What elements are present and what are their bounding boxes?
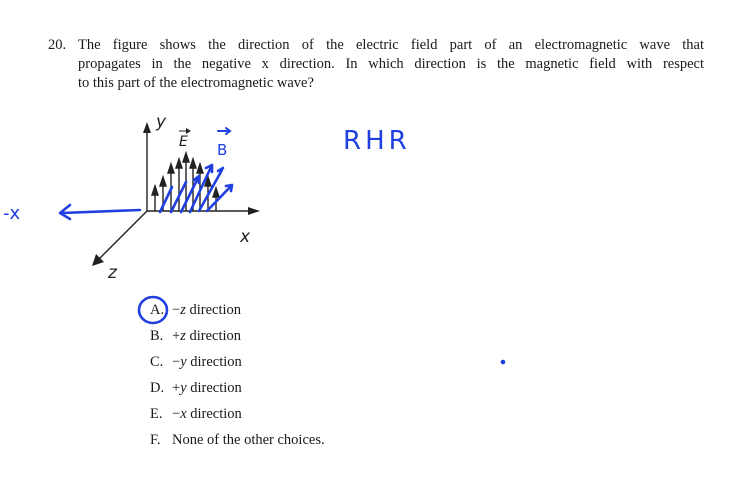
choice-letter: D.: [150, 380, 165, 396]
choice-letter: F.: [150, 432, 161, 448]
choice-text: None of the other choices.: [172, 432, 325, 448]
choice-sign: +: [172, 380, 181, 396]
choice-text: direction: [186, 354, 242, 370]
b-field-stroke: [181, 176, 199, 212]
e-vector-head: [176, 159, 182, 168]
question-line: propagates in the negative x direction. In which direction is the magnetic field with respect: [78, 56, 704, 72]
question-number: 20.: [48, 37, 67, 53]
choice-text: direction: [186, 380, 242, 396]
choice-letter: C.: [150, 354, 164, 370]
choice-f[interactable]: [150, 430, 325, 450]
choice-text: direction: [186, 406, 242, 422]
choice-variable: z: [180, 328, 186, 344]
choice-sign: −: [172, 354, 181, 370]
choice-text: direction: [185, 328, 242, 344]
e-vector-head: [183, 153, 189, 162]
choice-letter: E.: [150, 406, 163, 422]
x-axis-arrowhead: [248, 207, 260, 215]
choice-sign: −: [172, 302, 181, 318]
choice-text: direction: [185, 302, 242, 318]
e-vector-head: [190, 159, 196, 168]
x-axis-label: x: [240, 227, 251, 247]
e-vector-head: [152, 186, 158, 195]
neg-x-arrow: [60, 205, 140, 219]
e-field-label: E: [179, 134, 188, 150]
choice-c[interactable]: [150, 352, 242, 372]
choice-variable: y: [180, 354, 187, 370]
choice-a[interactable]: [150, 300, 241, 320]
choice-variable: x: [180, 406, 187, 422]
e-vector-head: [160, 177, 166, 186]
choice-letter: B.: [150, 328, 164, 344]
e-vector-head: [213, 188, 219, 197]
choice-b[interactable]: [150, 326, 241, 346]
choice-sign: +: [172, 328, 181, 344]
choice-letter: A.: [150, 302, 165, 318]
e-vector-head: [168, 164, 174, 173]
z-axis-label: z: [108, 263, 117, 283]
choice-variable: y: [180, 380, 187, 396]
ink-dot: [501, 360, 506, 365]
choice-e[interactable]: [150, 404, 242, 424]
choice-sign: −: [172, 406, 181, 422]
question-line: The figure shows the direction of the electric field part of an electromagnetic wave that: [78, 37, 704, 53]
b-field-label: B: [217, 141, 228, 159]
y-axis-label: y: [156, 112, 167, 132]
neg-x-note: -x: [3, 203, 21, 224]
question-line: to this part of the electromagnetic wave?: [78, 75, 314, 91]
b-label-vector-arrow: [218, 128, 230, 134]
e-vector-head: [197, 164, 203, 173]
rhr-note: RHR: [343, 126, 411, 156]
b-field-stroke: [199, 168, 223, 211]
b-field-stroke: [160, 187, 172, 212]
choice-d[interactable]: [150, 378, 242, 398]
y-axis-arrowhead: [143, 122, 151, 133]
z-axis: [98, 211, 147, 260]
e-label-vector-arrowhead: [186, 128, 191, 134]
choice-variable: z: [180, 302, 186, 318]
